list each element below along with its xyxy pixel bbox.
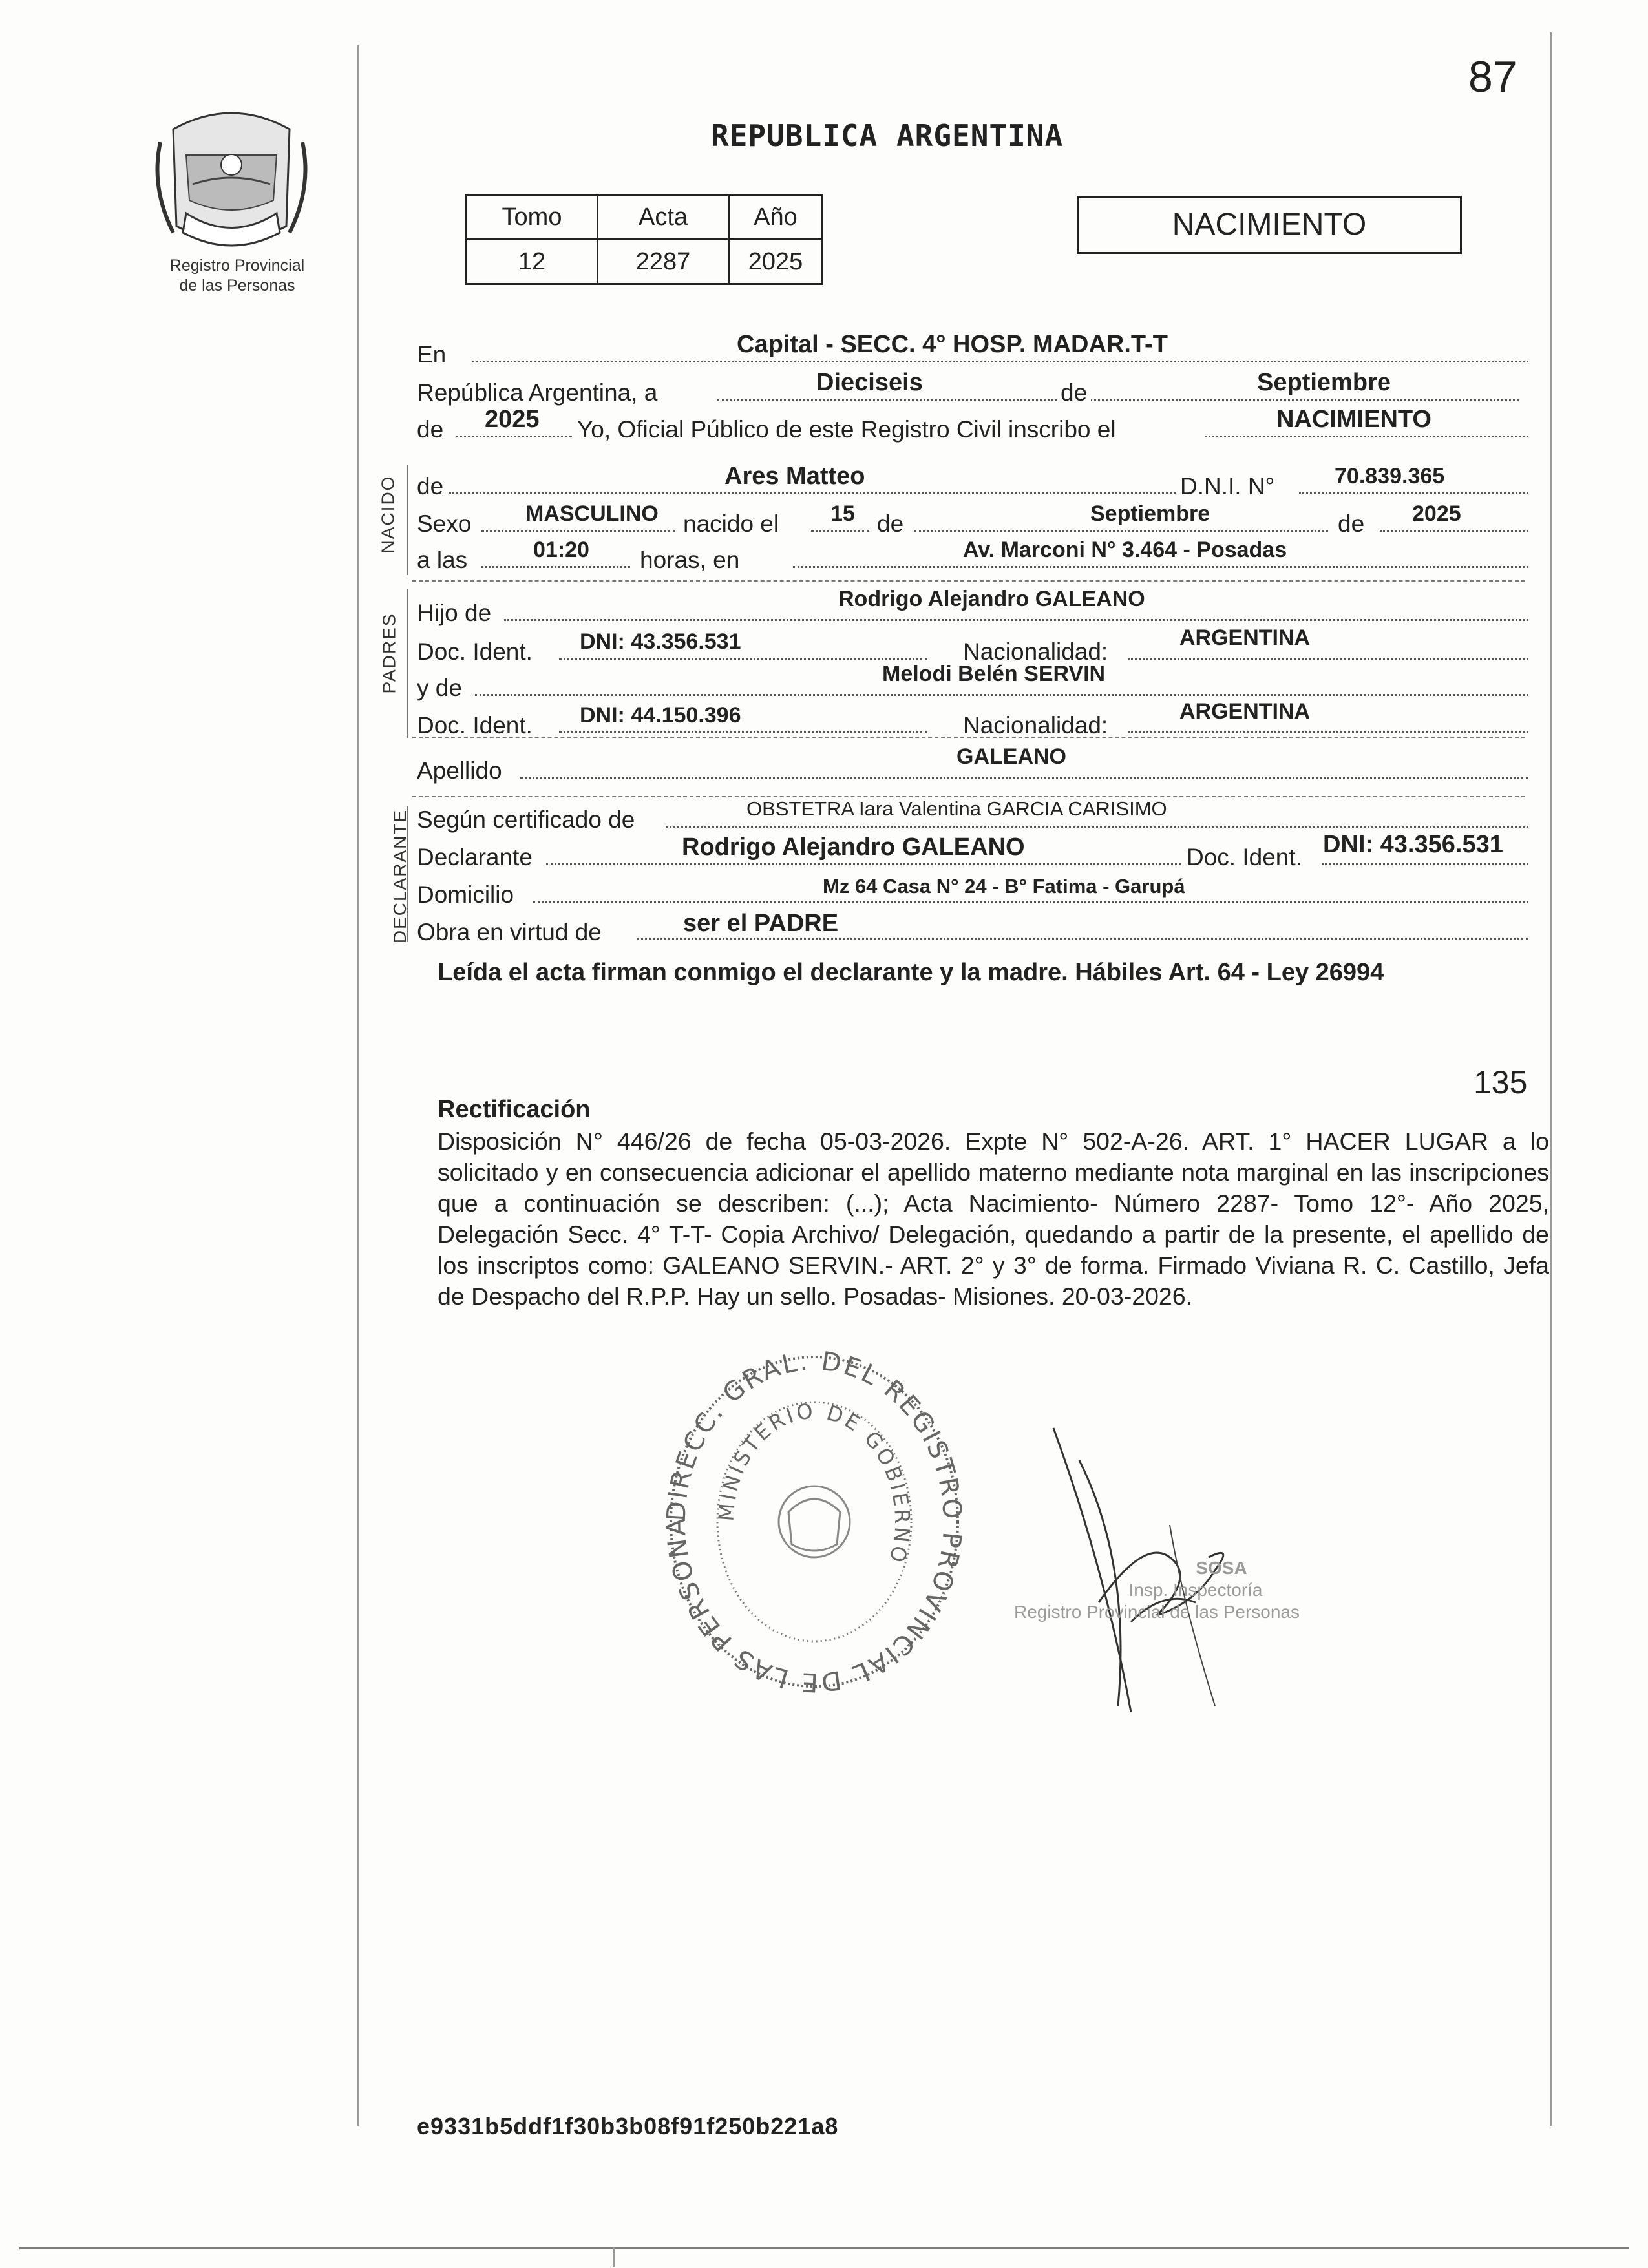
anio-value: 2025 <box>729 240 823 284</box>
month-value: Septiembre <box>1257 369 1391 396</box>
year-label: de <box>417 416 444 443</box>
row-hora <box>417 540 1522 578</box>
tomo-header: Tomo <box>467 195 598 240</box>
en-label: En <box>417 341 447 368</box>
mother-nat-value: ARGENTINA <box>1179 699 1311 724</box>
seal-outer-text: DIRECC. GRAL. DEL REGISTRO PROVINCIAL DE LAS PERSONA <box>661 1350 967 1693</box>
domicilio-value: Mz 64 Casa N° 24 - B° Fatima - Garupá <box>823 875 1185 898</box>
father-doc-value: DNI: 43.356.531 <box>580 629 741 654</box>
official-seal <box>659 1350 969 1693</box>
birth-time-value: 01:20 <box>533 538 589 562</box>
nacido-de-label: de <box>417 473 444 499</box>
nacido-de-label3: de <box>1338 510 1365 537</box>
child-dni-value: 70.839.365 <box>1335 464 1445 488</box>
record-table-header <box>467 195 823 240</box>
mother-nat-label: Nacionalidad: <box>963 712 1108 739</box>
hijo-label: Hijo de <box>417 600 492 626</box>
row-hijo-de <box>417 587 1522 631</box>
obra-value: ser el PADRE <box>683 910 839 937</box>
day-value: Dieciseis <box>816 369 923 396</box>
anio-header: Año <box>729 195 823 240</box>
record-table <box>465 194 823 285</box>
row-obra <box>417 912 1522 950</box>
obra-label: Obra en virtud de <box>417 919 602 945</box>
signature-stamp-line2: Insp. Inspectoría <box>1128 1580 1263 1600</box>
de-label: de <box>1057 379 1091 406</box>
apellido-value: GALEANO <box>956 744 1066 769</box>
document-title: REPUBLICA ARGENTINA <box>711 118 1064 153</box>
document-hash: e9331b5ddf1f30b3b08f91f250b221a8 <box>417 2113 839 2139</box>
birth-place-value: Av. Marconi N° 3.464 - Posadas <box>963 538 1287 562</box>
domicilio-label: Domicilio <box>417 881 514 908</box>
en-value: Capital - SECC. 4° HOSP. MADAR.T-T <box>737 331 1168 358</box>
svg-text:MINISTERIO DE GOBIERNO <box>713 1398 914 1568</box>
row-nacido-name <box>417 463 1522 504</box>
child-name-value: Ares Matteo <box>724 463 865 490</box>
mother-name-value: Melodi Belén SERVIN <box>882 662 1106 686</box>
father-nat-value: ARGENTINA <box>1179 625 1311 650</box>
frame-left-line <box>357 45 359 2126</box>
birth-month-value: Septiembre <box>1090 501 1210 526</box>
cert-value: OBSTETRA Iara Valentina GARCIA CARISIMO <box>746 797 1167 820</box>
row-en <box>417 331 1522 372</box>
horas-label: horas, en <box>640 547 740 573</box>
father-doc-label: Doc. Ident. <box>417 638 533 665</box>
inscribo-label: Yo, Oficial Público de este Registro Civil inscribo el <box>577 416 1116 443</box>
declarante-label: Declarante <box>417 844 533 870</box>
rectificacion-title: Rectificación <box>438 1096 591 1123</box>
nacido-section-label: NACIDO <box>377 475 398 554</box>
mother-doc-label: Doc. Ident. <box>417 712 533 739</box>
birth-day-value: 15 <box>830 501 855 526</box>
rectificacion-text: Disposición N° 446/26 de fecha 05-03-2026. Expte N° 502-A-26. ART. 1° HACER LUGAR a lo solicitado y en consecuencia adicionar el apellido materno mediante nota marginal en las inscripciones que a continuación se describen: (...); Acta Nacimiento- Número 2287- Tomo 12°- Año 2025, Delegación Secc. 4° T-T- Copia Archivo/ Delegación, quedando a partir de la presente, el apellido de los inscriptos como: GALEANO SERVIN.- ART. 2° y 3° de forma. Firmado Viviana R. C. Castillo, Jefa de Despacho del R.P.P. Hay un sello. Posadas- Misiones. 20-03-2026. <box>438 1128 1549 1310</box>
tomo-value: 12 <box>467 240 598 284</box>
signature-stamp-line3: Registro Provincial de las Personas <box>1014 1602 1300 1622</box>
province-emblem-logo <box>147 103 315 252</box>
seal-inner-text: MINISTERIO DE GOBIERNO <box>713 1398 915 1568</box>
dni-label: D.N.I. N° <box>1176 473 1278 500</box>
cert-label: Según certificado de <box>417 806 635 833</box>
sexo-label: Sexo <box>417 510 472 537</box>
record-table-values <box>467 240 823 284</box>
acta-value: 2287 <box>598 240 729 284</box>
frame-bottom-line <box>19 2247 1629 2249</box>
rectificacion-number: 135 <box>1474 1064 1528 1100</box>
declarante-doc-value: DNI: 43.356.531 <box>1323 831 1503 858</box>
signature-stamp <box>995 1557 1318 1623</box>
father-nat-label: Nacionalidad: <box>963 638 1108 665</box>
logo-caption-line2: de las Personas <box>179 277 295 295</box>
nacido-el-label: nacido el <box>683 510 779 537</box>
record-type-box: NACIMIENTO <box>1077 196 1462 254</box>
apellido-label: Apellido <box>417 757 502 784</box>
lectura-statement: Leída el acta firman conmigo el declarante y la madre. Hábiles Art. 64 - Ley 26994 <box>438 959 1384 986</box>
row-republica <box>417 369 1522 410</box>
sexo-value: MASCULINO <box>525 501 659 526</box>
alas-label: a las <box>417 547 468 573</box>
yde-label: y de <box>417 675 462 701</box>
row-sexo <box>417 501 1522 541</box>
inscribo-value: NACIMIENTO <box>1276 406 1431 433</box>
padres-section-label: PADRES <box>379 613 399 694</box>
frame-right-line <box>1550 32 1552 2126</box>
acta-header: Acta <box>598 195 729 240</box>
row-domicilio <box>417 875 1522 912</box>
declarante-doc-label: Doc. Ident. <box>1183 844 1306 871</box>
birth-year-value: 2025 <box>1412 501 1461 526</box>
nacido-de-label2: de <box>877 510 904 537</box>
year-value: 2025 <box>485 406 540 433</box>
row-y-de <box>417 662 1522 706</box>
row-year <box>417 406 1522 447</box>
republica-label: República Argentina, a <box>417 379 658 406</box>
mother-doc-value: DNI: 44.150.396 <box>580 703 741 728</box>
logo-caption <box>143 256 331 296</box>
page-number: 87 <box>1468 52 1517 101</box>
frame-bottom-tick <box>613 2247 615 2267</box>
row-declarante <box>417 831 1522 875</box>
declarante-value: Rodrigo Alejandro GALEANO <box>682 834 1025 861</box>
declarante-section-label: DECLARANTE <box>390 808 410 944</box>
signature-stamp-line1: SOSA <box>1196 1558 1247 1578</box>
father-name-value: Rodrigo Alejandro GALEANO <box>838 587 1145 611</box>
logo-caption-line1: Registro Provincial <box>169 257 305 275</box>
row-apellido <box>417 744 1522 788</box>
